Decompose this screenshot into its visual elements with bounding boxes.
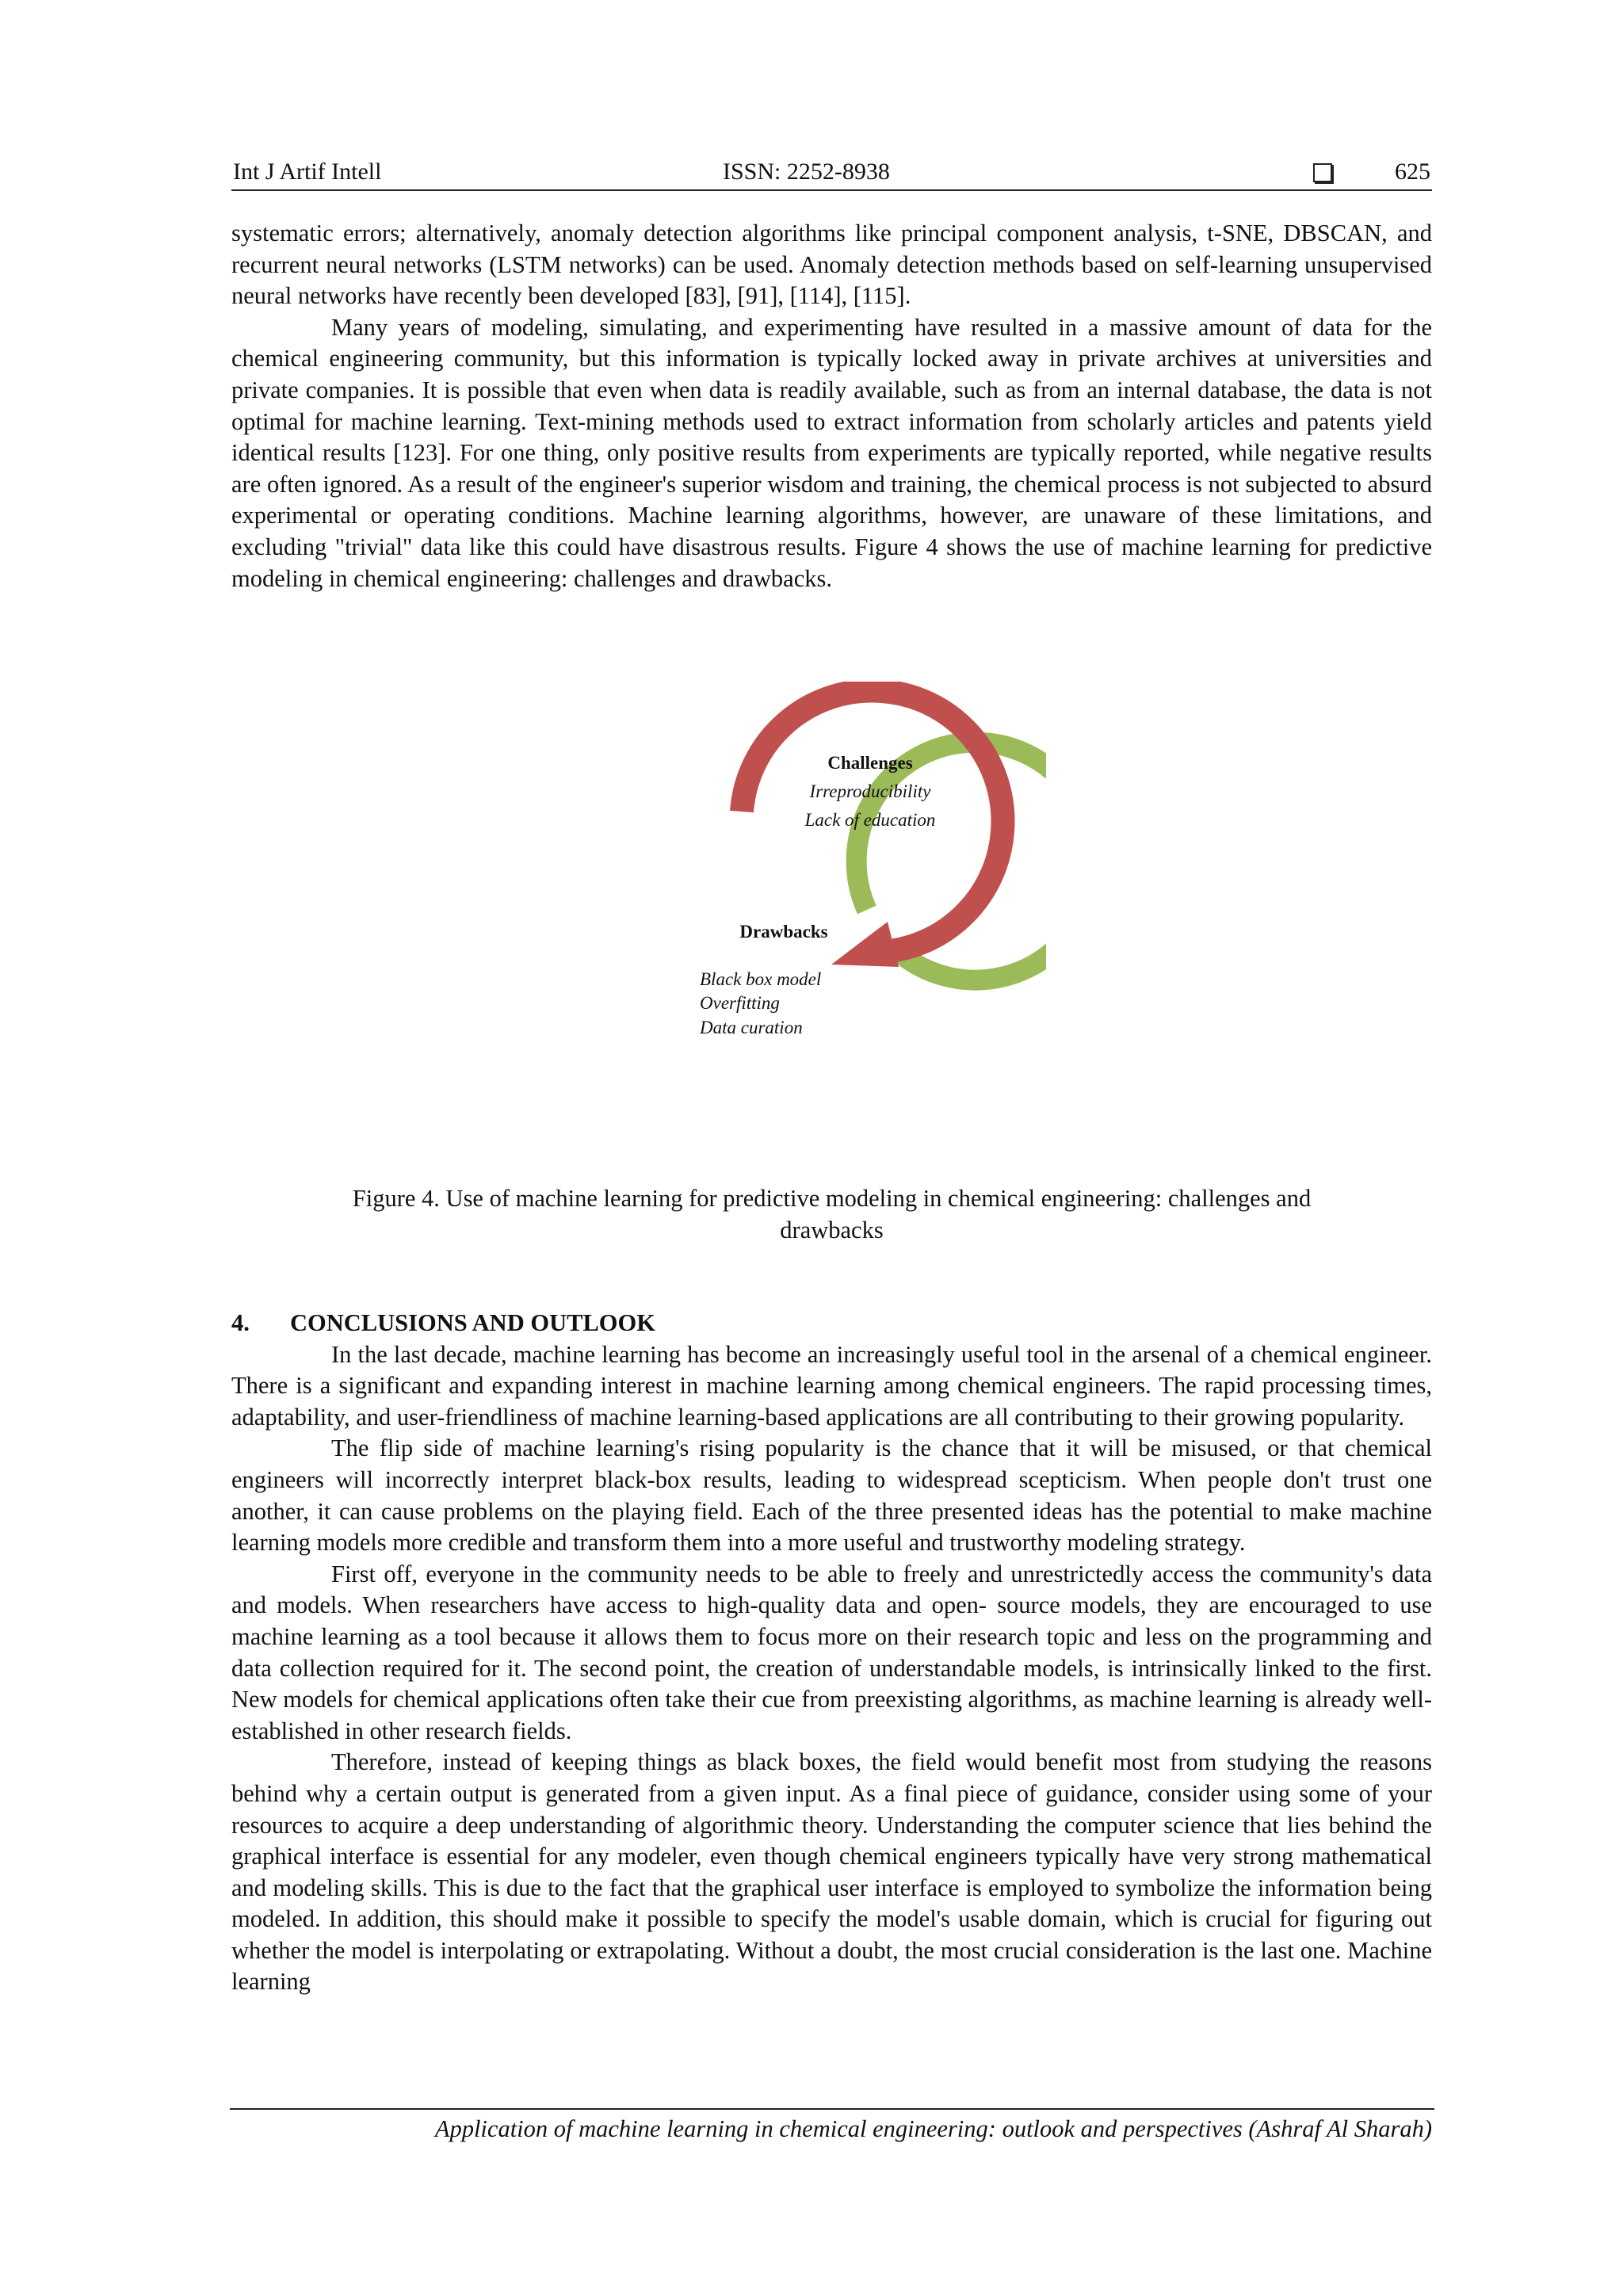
figure-4 [618, 682, 1046, 1157]
body-text-top [231, 218, 1432, 594]
challenges-item: Irreproducibility [809, 781, 931, 801]
drawbacks-title: Drawbacks [739, 922, 828, 942]
paragraph: First off, everyone in the community needs to be able to freely and unrestrictedly access the community's data and models. When researchers have access to high-quality data and open- source models, they are encouraged to use machine learning as a tool because it allows them to focus more on their research topic and less on the programming and data collection required for it. The second point, the creation of understandable models, is intrinsically linked to the first. New models for chemical applications often take their cue from preexisting algorithms, as machine learning is already well-established in other research fields. [231, 1560, 1432, 1744]
journal-name: Int J Artif Intell [233, 159, 382, 185]
drawbacks-item: Data curation [700, 1018, 803, 1037]
section-number: 4. [231, 1309, 250, 1336]
caption-line: drawbacks [780, 1217, 884, 1244]
paragraph: Therefore, instead of keeping things as black boxes, the field would benefit most from studying the reasons behind why a certain output is generated from a given input. As a final piece of guidance, consider using some of your resources to acquire a deep understanding of algorithmic theory. Understanding the computer science that lies behind the graphical interface is essential for any modeler, even though chemical engineers typically have very strong mathematical and modeling skills. This is due to the fact that the graphical user interface is employed to symbolize the information being modeled. In addition, this should make it possible to specify the model's usable domain, which is crucial for figuring out whether the model is interpolating or extrapolating. Without a doubt, the most crucial consideration is the last one. Machine learning [231, 1748, 1432, 1996]
section-title: CONCLUSIONS AND OUTLOOK [290, 1309, 655, 1336]
challenges-title: Challenges [827, 753, 913, 773]
cycle-diagram [618, 682, 1046, 1157]
footer-divider [230, 2108, 1434, 2110]
page-number: 625 [1395, 159, 1430, 185]
challenges-item: Lack of education [804, 810, 936, 830]
caption-line: Figure 4. Use of machine learning for predictive modeling in chemical engineering: challenges and [352, 1185, 1312, 1212]
issn: ISSN: 2252-8938 [723, 159, 890, 185]
square-icon [1313, 163, 1332, 182]
paragraph: The flip side of machine learning's rising popularity is the chance that it will be misused, or that chemical engineers will incorrectly interpret black-box results, leading to widespread scepticism. When people don't trust one another, it can cause problems on the playing field. Each of the three presented ideas has the potential to make machine learning models more credible and transform them into a more useful and trustworthy modeling strategy. [231, 1435, 1432, 1557]
section-heading [231, 1308, 1432, 1339]
conclusions-section [231, 1308, 1432, 1998]
drawbacks-item: Overfitting [700, 993, 780, 1013]
running-footer: Application of machine learning in chemical engineering: outlook and perspectives (Ashraf Al Sharah) [434, 2115, 1432, 2142]
page-header [231, 155, 1432, 191]
paragraph: In the last decade, machine learning has become an increasingly useful tool in the arsenal of a chemical engineer. There is a significant and expanding interest in machine learning among chemical engineers. The rapid processing times, adaptability, and user-friendliness of machine learning-based applications are all contributing to their growing popularity. [231, 1340, 1432, 1431]
arrow-head [831, 922, 899, 967]
paragraph: systematic errors; alternatively, anomaly detection algorithms like principal component analysis, t-SNE, DBSCAN, and recurrent neural networks (LSTM networks) can be used. Anomaly detection methods based on self-learning unsupervised neural networks have recently been developed [83], [91], [114], [115]. [231, 220, 1432, 310]
drawbacks-item: Black box model [700, 969, 822, 989]
figure-caption [231, 1182, 1432, 1246]
paragraph: Many years of modeling, simulating, and experimenting have resulted in a massive amount of data for the chemical engineering community, but this information is typically locked away in private archives at universities and private companies. It is possible that even when data is readily available, such as from an internal database, the data is not optimal for machine learning. Text-mining methods used to extract information from scholarly articles and patents yield identical results [123]. For one thing, only positive results from experiments are typically reported, while negative results are often ignored. As a result of the engineer's superior wisdom and training, the chemical process is not subjected to absurd experimental or operating conditions. Machine learning algorithms, however, are unaware of these limitations, and excluding "trivial" data like this could have disastrous results. Figure 4 shows the use of machine learning for predictive modeling in chemical engineering: challenges and drawbacks. [231, 313, 1432, 592]
